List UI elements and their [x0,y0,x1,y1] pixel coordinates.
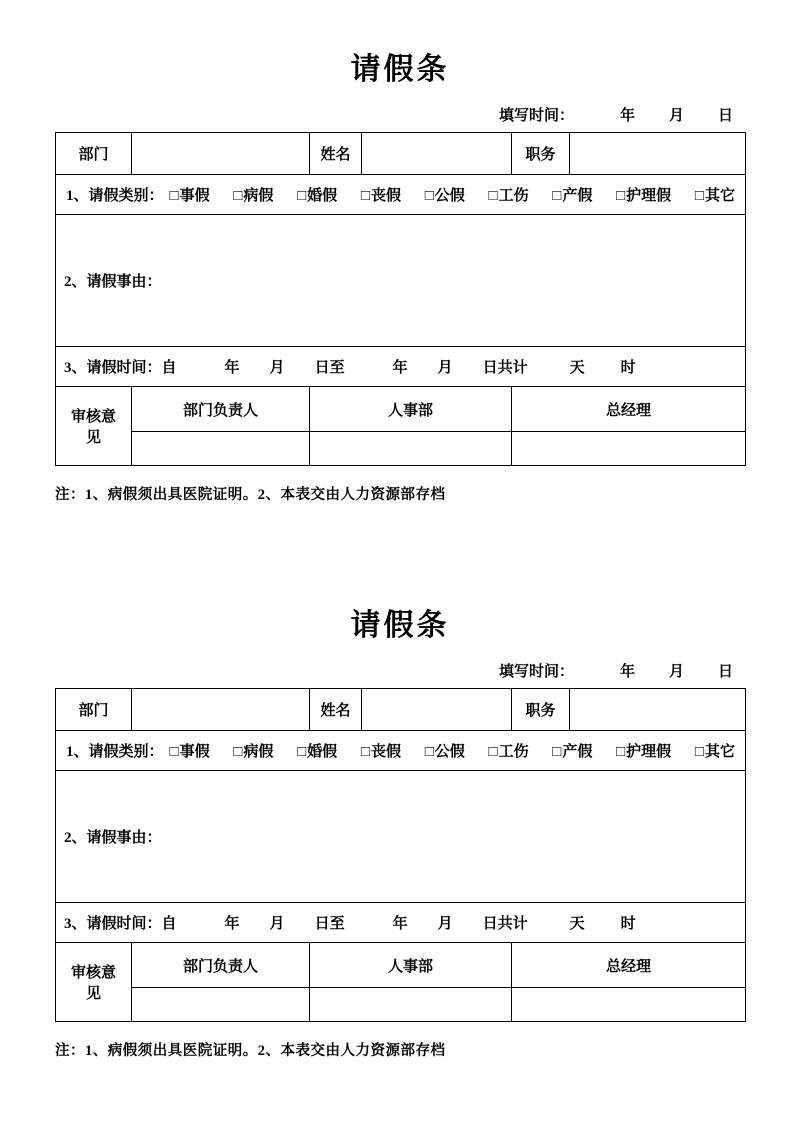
department-value-cell [132,133,310,175]
position-label: 职务 [512,689,570,731]
signature-cell-gm [512,432,746,466]
leave-type-label: 1、请假类别： [66,188,164,204]
leave-type-option: □丧假 [360,744,401,760]
leave-type-option: □公假 [424,744,465,760]
leave-type-label: 1、请假类别： [66,744,164,760]
position-value-cell [570,133,746,175]
checkbox-icon: □ [169,744,179,760]
review-signature-row [56,988,746,1022]
time-row [56,347,746,387]
fill-time-label: 填写时间： [498,108,574,124]
leave-type-options [170,184,735,205]
leave-type-option: □丧假 [360,188,401,204]
checkbox-icon: □ [360,744,370,760]
review-col-dept-head: 部门负责人 [132,387,310,432]
time-part: 日至 [314,916,345,932]
form-title: 请假条 [350,609,450,642]
name-value-cell [362,689,512,731]
leave-type-option: □工伤 [488,744,529,760]
checkbox-icon: □ [297,744,307,760]
fill-time-label: 填写时间： [498,664,574,680]
checkbox-icon: □ [552,188,562,204]
review-col-gm: 总经理 [512,943,746,988]
leave-form-copy-1 [0,0,800,504]
review-label: 审核意见 [56,387,132,466]
department-label: 部门 [56,133,132,175]
review-label: 审核意见 [56,943,132,1022]
time-part: 月 [269,360,285,376]
time-part: 年 [392,360,408,376]
checkbox-icon: □ [360,188,370,204]
time-part: 月 [269,916,285,932]
time-part: 月 [437,360,453,376]
time-part: 日至 [314,360,345,376]
leave-type-option: □护理假 [616,188,672,204]
time-row [56,903,746,943]
checkbox-icon: □ [616,188,626,204]
checkbox-icon: □ [488,744,498,760]
time-part: 自 [161,360,177,376]
header-row [56,689,746,731]
checkbox-icon: □ [694,744,704,760]
fill-time-row [55,88,745,132]
leave-form-table [55,688,746,1022]
leave-type-option: □公假 [424,188,465,204]
department-label: 部门 [56,689,132,731]
signature-cell-hr [310,988,512,1022]
time-part: 日共计 [482,360,528,376]
time-part: 自 [161,916,177,932]
checkbox-icon: □ [169,188,179,204]
time-part: 日共计 [482,916,528,932]
fill-time-row [55,644,745,688]
header-row [56,133,746,175]
form-note: 注：1、病假须出具医院证明。2、本表交由人力资源部存档 [55,1043,446,1059]
checkbox-icon: □ [297,188,307,204]
review-col-gm: 总经理 [512,387,746,432]
position-value-cell [570,689,746,731]
signature-cell-gm [512,988,746,1022]
time-part: 时 [620,360,636,376]
reason-row [56,215,746,347]
time-part: 年 [224,360,240,376]
leave-type-options [170,740,735,761]
checkbox-icon: □ [488,188,498,204]
checkbox-icon: □ [694,188,704,204]
department-value-cell [132,689,310,731]
fill-time-day: 日 [717,664,733,680]
review-col-dept-head: 部门负责人 [132,943,310,988]
checkbox-icon: □ [424,188,434,204]
review-signature-row [56,432,746,466]
leave-type-option: □事假 [169,744,210,760]
checkbox-icon: □ [552,744,562,760]
fill-time-day: 日 [717,108,733,124]
review-header-row [56,387,746,432]
name-label: 姓名 [310,689,362,731]
leave-type-option: □婚假 [297,744,338,760]
leave-type-option: □病假 [233,744,274,760]
leave-form-table [55,132,746,466]
review-header-row [56,943,746,988]
fill-time-month: 月 [668,108,684,124]
form-title: 请假条 [350,53,450,86]
leave-type-row [56,731,746,771]
time-part: 年 [392,916,408,932]
leave-type-option: □其它 [694,188,735,204]
position-label: 职务 [512,133,570,175]
review-col-hr: 人事部 [310,387,512,432]
leave-type-option: □其它 [694,744,735,760]
form-note: 注：1、病假须出具医院证明。2、本表交由人力资源部存档 [55,487,446,503]
leave-type-option: □护理假 [616,744,672,760]
leave-type-option: □事假 [169,188,210,204]
leave-type-option: □婚假 [297,188,338,204]
leave-type-option: □工伤 [488,188,529,204]
fill-time-month: 月 [668,664,684,680]
leave-type-option: □产假 [552,744,593,760]
reason-row [56,771,746,903]
time-label: 3、请假时间： [64,360,162,376]
time-part: 月 [437,916,453,932]
time-part: 时 [620,916,636,932]
reason-cell: 2、请假事由： [56,215,746,347]
checkbox-icon: □ [616,744,626,760]
fill-time-year: 年 [619,108,635,124]
leave-form-copy-2 [0,504,800,1060]
leave-type-option: □病假 [233,188,274,204]
checkbox-icon: □ [233,188,243,204]
checkbox-icon: □ [233,744,243,760]
time-label: 3、请假时间： [64,916,162,932]
fill-time-year: 年 [619,664,635,680]
reason-cell: 2、请假事由： [56,771,746,903]
time-part: 年 [224,916,240,932]
checkbox-icon: □ [424,744,434,760]
leave-type-option: □产假 [552,188,593,204]
name-value-cell [362,133,512,175]
name-label: 姓名 [310,133,362,175]
time-part: 天 [569,916,585,932]
time-part: 天 [569,360,585,376]
leave-type-row [56,175,746,215]
review-col-hr: 人事部 [310,943,512,988]
signature-cell-hr [310,432,512,466]
signature-cell-dept-head [132,432,310,466]
signature-cell-dept-head [132,988,310,1022]
